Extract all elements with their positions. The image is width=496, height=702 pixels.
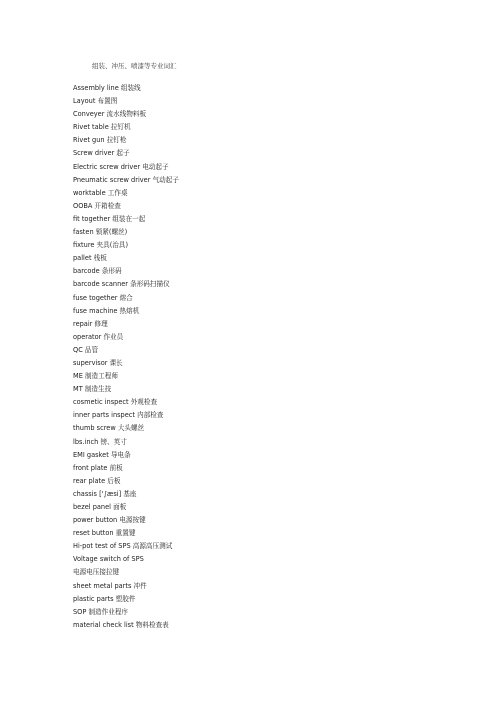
term-entry: cosmetic inspect 外观检查 bbox=[73, 398, 158, 407]
term-entry: barcode scanner 条形码扫描仪 bbox=[73, 280, 170, 289]
term-entry: Pneumatic screw driver 气动起子 bbox=[73, 175, 179, 184]
term-entry: SOP 制造作业程序 bbox=[73, 607, 129, 616]
term-entry: Rivet gun 拉钉枪 bbox=[73, 136, 127, 145]
term-entry: rear plate 后板 bbox=[73, 476, 121, 485]
term-entry: Electric screw driver 电动起子 bbox=[73, 162, 169, 171]
term-entry: Voltage switch of SPS bbox=[73, 555, 144, 564]
term-entry: lbs.inch 镑、英寸 bbox=[73, 437, 127, 446]
term-entry: OOBA 开箱检查 bbox=[73, 201, 121, 210]
term-entry: inner parts inspect 内部检查 bbox=[73, 411, 164, 420]
term-entry: fuse together 熔合 bbox=[73, 293, 133, 302]
term-entry: Conveyer 流水线物料板 bbox=[73, 110, 147, 119]
term-entry: material check list 物料检查表 bbox=[73, 620, 169, 629]
term-entry: Assembly line 组装线 bbox=[73, 84, 141, 92]
term-entry: chassis ['∫æsi] 基座 bbox=[73, 489, 137, 498]
term-entry: fuse machine 热熔机 bbox=[73, 306, 140, 315]
term-entry: pallet 栈板 bbox=[73, 254, 107, 263]
term-entry: fixture 夹具(治具) bbox=[73, 241, 129, 250]
term-entry: sheet metal parts 冲件 bbox=[73, 581, 147, 590]
term-entry: MT 制造生技 bbox=[73, 385, 112, 394]
term-entry: reset button 重置键 bbox=[73, 529, 136, 538]
term-list bbox=[73, 82, 179, 632]
term-entry: Screw driver 起子 bbox=[73, 149, 130, 158]
term-entry: QC 品管 bbox=[73, 345, 99, 354]
term-entry: worktable 工作桌 bbox=[73, 188, 128, 197]
term-entry: power button 电源按键 bbox=[73, 516, 146, 525]
term-entry: repair 修理 bbox=[73, 319, 108, 328]
term-entry: barcode 条形码 bbox=[73, 267, 122, 276]
term-entry: 电源电压接拉键 bbox=[73, 568, 120, 577]
term-entry: plastic parts 塑胶件 bbox=[73, 594, 136, 603]
term-entry: fasten 锁紧(螺丝) bbox=[73, 228, 128, 237]
term-entry: Hi-pot test of SPS 高源高压测试 bbox=[73, 542, 173, 551]
term-entry: fit together 组装在一起 bbox=[73, 214, 146, 223]
term-entry: supervisor 课长 bbox=[73, 358, 123, 367]
term-entry: ME 制造工程师 bbox=[73, 372, 118, 381]
document-title: 组装、冲压、喷漆等专业词汇 bbox=[92, 62, 177, 70]
term-entry: thumb screw 大头螺丝 bbox=[73, 424, 145, 433]
term-entry: Rivet table 拉钉机 bbox=[73, 123, 131, 132]
term-entry: Layout 布置图 bbox=[73, 97, 118, 106]
term-entry: EMI gasket 导电条 bbox=[73, 450, 131, 459]
term-entry: operator 作业员 bbox=[73, 332, 124, 341]
term-entry: bezel panel 面板 bbox=[73, 503, 127, 511]
term-entry: front plate 前板 bbox=[73, 463, 123, 472]
